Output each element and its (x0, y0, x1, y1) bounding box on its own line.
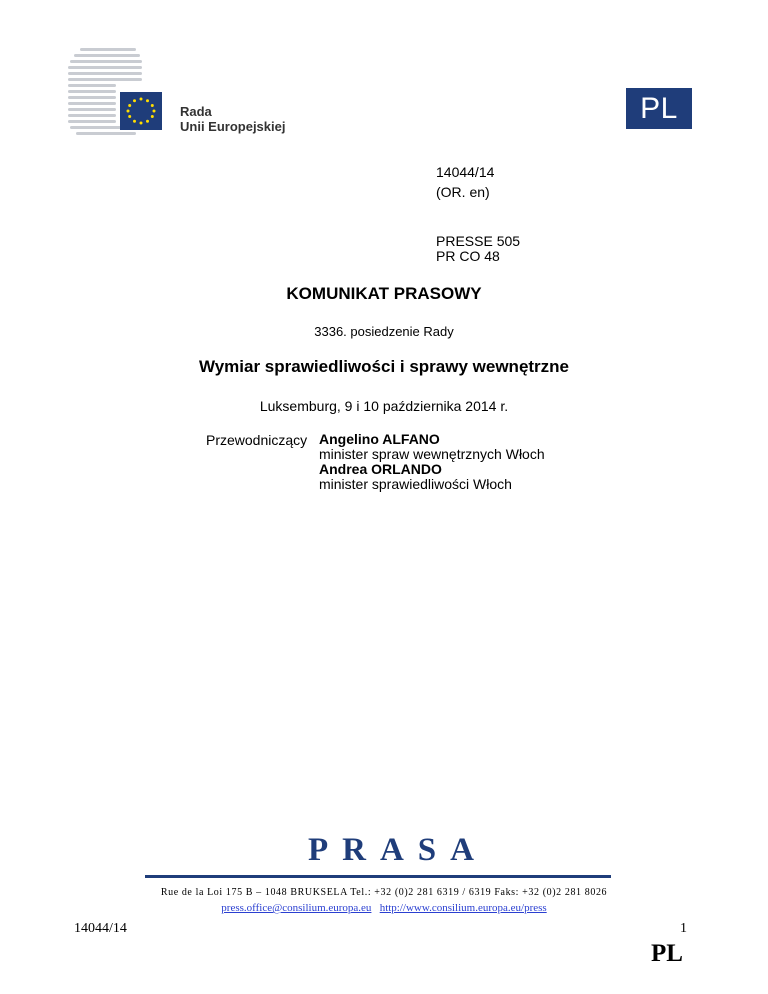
press-website-link[interactable]: http://www.consilium.europa.eu/press (379, 902, 547, 914)
original-language: (OR. en) (436, 184, 490, 200)
footer-language: PL (651, 940, 683, 967)
pr-code: PR CO 48 (436, 248, 500, 264)
footer-doc-ref: 14044/14 (74, 921, 127, 936)
press-heading: PRASA (307, 832, 488, 868)
press-contact-links (0, 902, 768, 914)
link-separator (374, 902, 377, 914)
press-email-link[interactable]: press.office@consilium.europa.eu (221, 902, 372, 914)
meeting-number: 3336. posiedzenie Rady (314, 324, 454, 339)
president-name: Andrea ORLANDO (319, 461, 442, 477)
presidency-label: Przewodniczący (206, 432, 308, 448)
president-name: Angelino ALFANO (319, 431, 440, 447)
footer-divider (145, 875, 611, 878)
institution-name-line1: Rada (180, 104, 212, 119)
press-number: PRESSE 505 (436, 233, 521, 249)
doc-number: 14044/14 (436, 164, 495, 180)
place-date: Luksemburg, 9 i 10 października 2014 r. (259, 398, 509, 414)
page-number: 1 (680, 921, 687, 936)
president-role: minister spraw wewnętrznych Włoch (319, 446, 545, 462)
release-subject: Wymiar sprawiedliwości i sprawy wewnętrzne (198, 357, 570, 376)
language-badge: PL (626, 88, 692, 129)
press-address: Rue de la Loi 175 B – 1048 BRUKSELA Tel.: +32 (0)2 281 6319 / 6319 Faks: +32 (0)2 281 8026 (160, 887, 608, 898)
release-title: KOMUNIKAT PRASOWY (286, 284, 482, 303)
president-role: minister sprawiedliwości Włoch (319, 476, 512, 492)
institution-name-line2: Unii Europejskiej (180, 119, 286, 134)
